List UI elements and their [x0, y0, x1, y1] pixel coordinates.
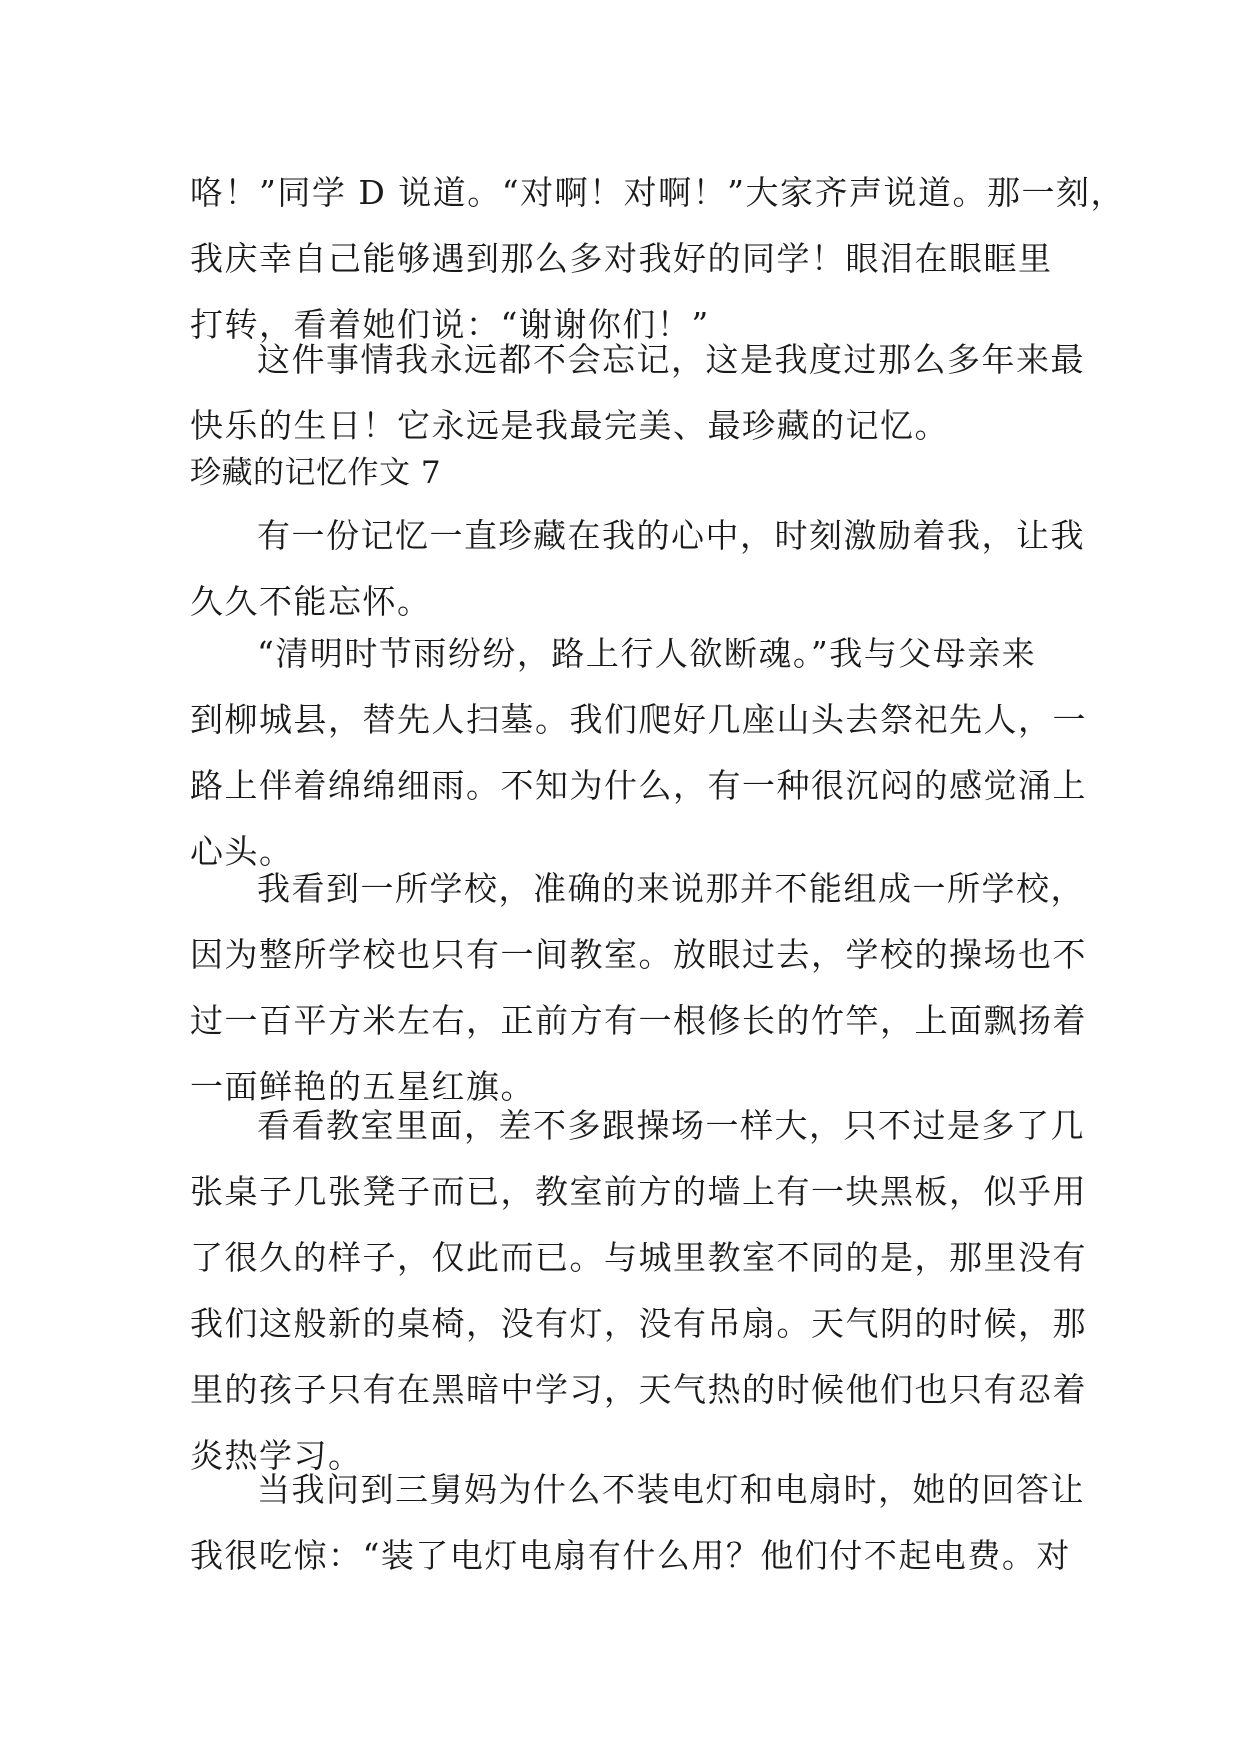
text-line: 这件事情我永远都不会忘记，这是我度过那么多年来最: [257, 340, 1085, 379]
paragraph: [190, 856, 1087, 1120]
text-line: 我很吃惊：“装了电灯电扇有什么用？他们付不起电费。对: [190, 1536, 1071, 1575]
text-line: 张桌子几张凳子而已，教室前方的墙上有一块黑板，似乎用: [190, 1172, 1087, 1211]
paragraph: [190, 1457, 1085, 1589]
text-line: 因为整所学校也只有一间教室。放眼过去，学校的操场也不: [190, 935, 1087, 974]
text-line: 我们这般新的桌椅，没有灯，没有吊扇。天气阴的时候，那: [190, 1304, 1087, 1343]
text-line: 久久不能忘怀。: [190, 582, 432, 621]
text-line: “清明时节雨纷纷，路上行人欲断魂。”我与父母亲来: [257, 634, 1037, 673]
paragraph: [190, 327, 1085, 459]
text-line: 当我问到三舅妈为什么不装电灯和电扇时，她的回答让: [257, 1470, 1085, 1509]
text-line: 咯！”同学 D 说道。“对啊！对啊！”大家齐声说道。那一刻，: [190, 173, 1126, 212]
text-line: 到柳城县，替先人扫墓。我们爬好几座山头去祭祀先人，一: [190, 700, 1087, 739]
text-line: 有一份记忆一直珍藏在我的心中，时刻激励着我，让我: [257, 516, 1085, 555]
text-line: 我看到一所学校，准确的来说那并不能组成一所学校，: [257, 869, 1085, 908]
text-line: 一面鲜艳的五星红旗。: [190, 1067, 535, 1106]
text-line: 心头。: [190, 832, 294, 871]
text-line: 快乐的生日！它永远是我最完美、最珍藏的记忆。: [190, 406, 949, 445]
text-line: 打转，看着她们说：“谢谢你们！”: [190, 305, 710, 344]
text-line: 炎热学习。: [190, 1436, 363, 1475]
paragraph: [190, 1093, 1087, 1489]
paragraph: [190, 503, 1085, 635]
text-line: 我庆幸自己能够遇到那么多对我好的同学！眼泪在眼眶里: [190, 239, 1053, 278]
text-line: 了很久的样子，仅此而已。与城里教室不同的是，那里没有: [190, 1238, 1087, 1277]
text-line: 路上伴着绵绵细雨。不知为什么，有一种很沉闷的感觉涌上: [190, 766, 1087, 805]
text-line: 看看教室里面，差不多跟操场一样大，只不过是多了几: [257, 1106, 1085, 1145]
text-line: 里的孩子只有在黑暗中学习，天气热的时候他们也只有忍着: [190, 1370, 1087, 1409]
paragraph: [190, 621, 1087, 885]
text-line: 过一百平方米左右，正前方有一根修长的竹竿，上面飘扬着: [190, 1001, 1087, 1040]
section-title: 珍藏的记忆作文 7: [190, 455, 442, 491]
